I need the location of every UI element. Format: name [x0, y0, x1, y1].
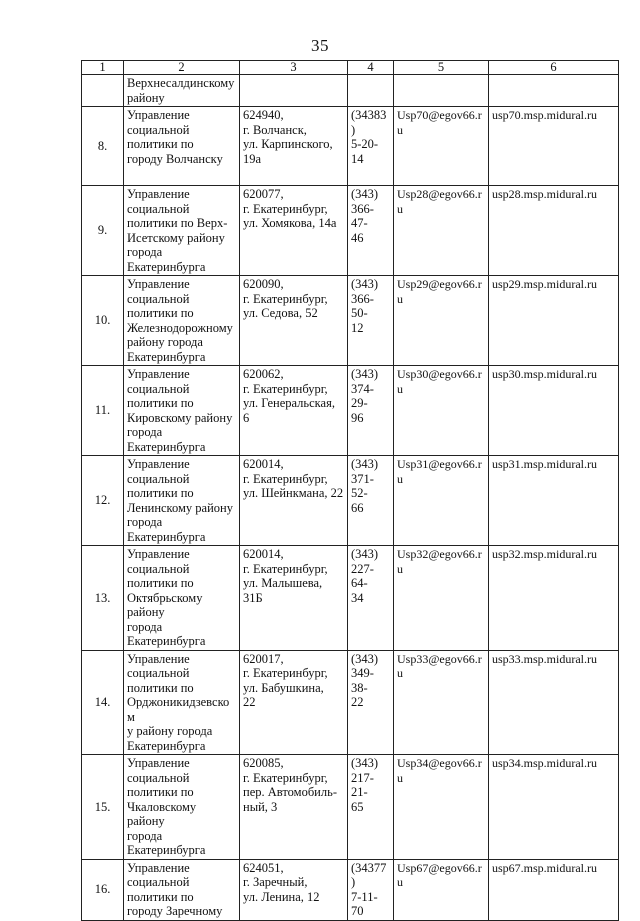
department-name: Управление социальной политики по Ленинскому району города Екатеринбурга	[124, 456, 240, 546]
address	[240, 75, 348, 107]
row-number: 13.	[82, 546, 124, 651]
email: Usp70@egov66.ru	[394, 107, 489, 186]
email: Usp28@egov66.ru	[394, 186, 489, 276]
address: 620017, г. Екатеринбург, ул. Бабушкина, 22	[240, 650, 348, 755]
address: 620014, г. Екатеринбург, ул. Шейнкмана, 22	[240, 456, 348, 546]
department-name: Верхнесалдинскому району	[124, 75, 240, 107]
column-header-1: 1	[82, 61, 124, 75]
table-row	[82, 546, 619, 651]
department-name: Управление социальной политики по городу Заречному	[124, 859, 240, 920]
row-number	[82, 75, 124, 107]
phone: (343) 217-21- 65	[348, 755, 394, 860]
website: usp34.msp.midural.ru	[489, 755, 619, 860]
page-number: 35	[311, 36, 329, 55]
table-row	[82, 186, 619, 276]
row-number: 15.	[82, 755, 124, 860]
departments-table	[81, 60, 619, 921]
row-number: 9.	[82, 186, 124, 276]
email: Usp67@egov66.ru	[394, 859, 489, 920]
address: 624051, г. Заречный, ул. Ленина, 12	[240, 859, 348, 920]
phone: (343) 227-64- 34	[348, 546, 394, 651]
header-row	[82, 61, 619, 75]
website: usp30.msp.midural.ru	[489, 366, 619, 456]
table-row	[82, 107, 619, 186]
table-row	[82, 456, 619, 546]
department-name: Управление социальной политики по Орджоникидзевском у району города Екатеринбурга	[124, 650, 240, 755]
address: 620085, г. Екатеринбург, пер. Автомобиль- ный, 3	[240, 755, 348, 860]
table-row	[82, 650, 619, 755]
address: 620090, г. Екатеринбург, ул. Седова, 52	[240, 276, 348, 366]
column-header-6: 6	[489, 61, 619, 75]
address: 620062, г. Екатеринбург, ул. Генеральская, 6	[240, 366, 348, 456]
department-name: Управление социальной политики по Железнодорожному району города Екатеринбурга	[124, 276, 240, 366]
email: Usp32@egov66.ru	[394, 546, 489, 651]
website	[489, 75, 619, 107]
phone: (343) 366-50- 12	[348, 276, 394, 366]
address: 620014, г. Екатеринбург, ул. Малышева, 31Б	[240, 546, 348, 651]
row-number: 11.	[82, 366, 124, 456]
email: Usp30@egov66.ru	[394, 366, 489, 456]
row-number: 16.	[82, 859, 124, 920]
department-name: Управление социальной политики по Кировскому району города Екатеринбурга	[124, 366, 240, 456]
address: 620077, г. Екатеринбург, ул. Хомякова, 14а	[240, 186, 348, 276]
website: usp29.msp.midural.ru	[489, 276, 619, 366]
phone: (343) 349-38- 22	[348, 650, 394, 755]
table-row	[82, 276, 619, 366]
website: usp28.msp.midural.ru	[489, 186, 619, 276]
department-name: Управление социальной политики по городу Волчанску	[124, 107, 240, 186]
department-name: Управление социальной политики по Октябрьскому району города Екатеринбурга	[124, 546, 240, 651]
column-header-4: 4	[348, 61, 394, 75]
email: Usp31@egov66.ru	[394, 456, 489, 546]
phone: (343) 374-29- 96	[348, 366, 394, 456]
address: 624940, г. Волчанск, ул. Карпинского, 19а	[240, 107, 348, 186]
department-name: Управление социальной политики по Чкаловскому району города Екатеринбурга	[124, 755, 240, 860]
column-header-2: 2	[124, 61, 240, 75]
email	[394, 75, 489, 107]
row-number: 10.	[82, 276, 124, 366]
table-row	[82, 366, 619, 456]
column-header-5: 5	[394, 61, 489, 75]
website: usp33.msp.midural.ru	[489, 650, 619, 755]
website: usp67.msp.midural.ru	[489, 859, 619, 920]
row-number: 14.	[82, 650, 124, 755]
phone	[348, 75, 394, 107]
row-number: 12.	[82, 456, 124, 546]
phone: (343) 366-47- 46	[348, 186, 394, 276]
phone: (34383) 5-20-14	[348, 107, 394, 186]
email: Usp34@egov66.ru	[394, 755, 489, 860]
continuation-row	[82, 75, 619, 107]
table-row	[82, 859, 619, 920]
phone: (343) 371-52- 66	[348, 456, 394, 546]
column-header-3: 3	[240, 61, 348, 75]
website: usp31.msp.midural.ru	[489, 456, 619, 546]
email: Usp33@egov66.ru	[394, 650, 489, 755]
department-name: Управление социальной политики по Верх- Исетскому району города Екатеринбурга	[124, 186, 240, 276]
website: usp32.msp.midural.ru	[489, 546, 619, 651]
email: Usp29@egov66.ru	[394, 276, 489, 366]
phone: (34377) 7-11-70	[348, 859, 394, 920]
row-number: 8.	[82, 107, 124, 186]
table-row	[82, 755, 619, 860]
website: usp70.msp.midural.ru	[489, 107, 619, 186]
